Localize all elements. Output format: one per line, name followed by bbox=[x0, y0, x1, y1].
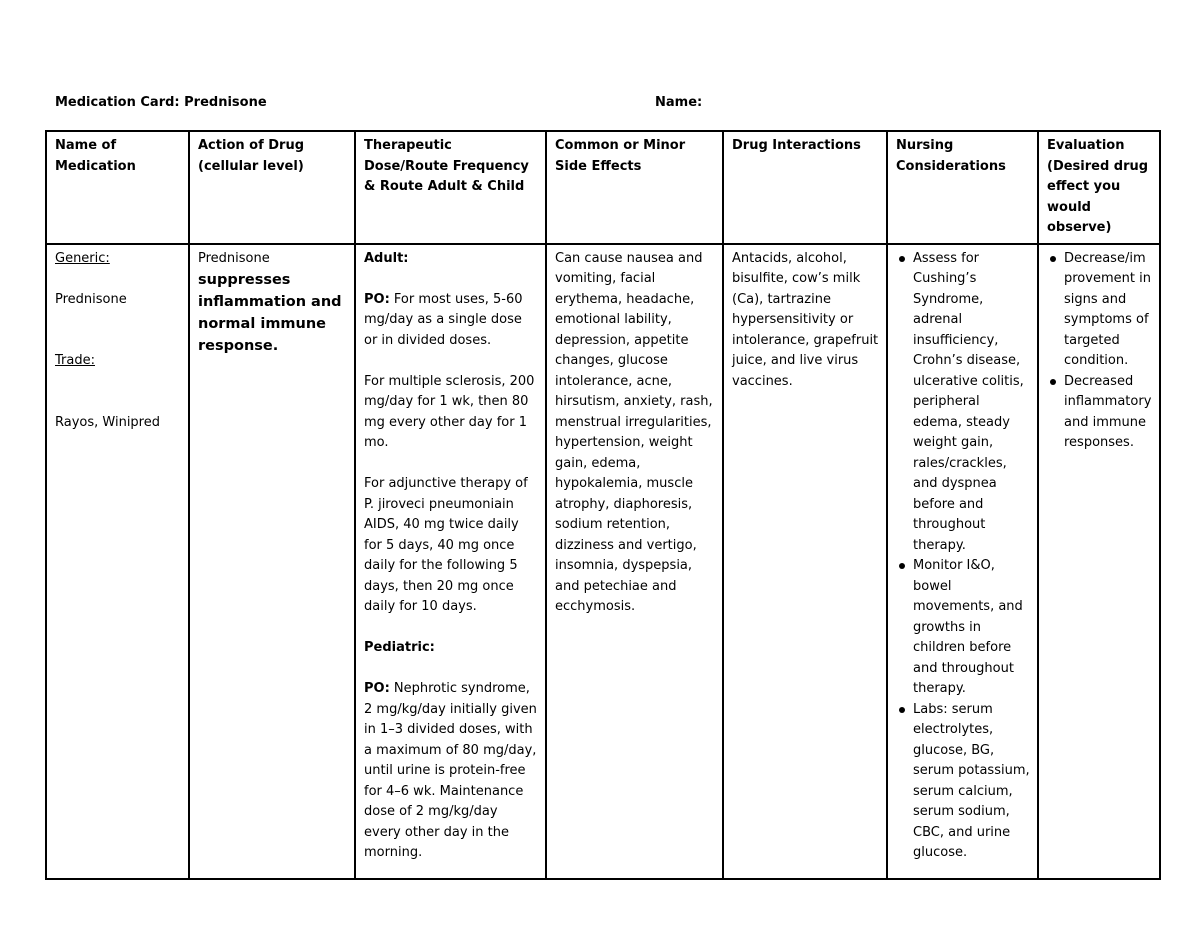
header-nursing-considerations: Nursing Considerations bbox=[887, 131, 1038, 244]
pediatric-po-dose: PO: Nephrotic syndrome, 2 mg/kg/day initially given in 1–3 divided doses, with a maximum of 80 mg/day, until urine is protein-free for 4–6 wk. Maintenance dose of 2 mg/kg/day every other day in the morning. bbox=[364, 681, 537, 860]
po-label: PO: bbox=[364, 291, 390, 307]
evaluation-cell bbox=[1038, 244, 1160, 879]
action-text: suppresses inflammation and normal immune response. bbox=[198, 272, 342, 354]
generic-value: Prednisone bbox=[55, 291, 127, 307]
page-title: Medication Card: Prednisone bbox=[55, 95, 267, 110]
table-row bbox=[46, 244, 1160, 879]
list-item: Decrease/improvement in signs and symptoms of targeted condition. bbox=[1064, 249, 1152, 372]
evaluation-list bbox=[1047, 249, 1152, 454]
ped-po-label: PO: bbox=[364, 681, 390, 696]
list-item: Decreased inflammatory and immune responses. bbox=[1064, 372, 1152, 454]
header-evaluation: Evaluation (Desired drug effect you would observe) bbox=[1038, 131, 1160, 244]
generic-label: Generic: bbox=[55, 250, 110, 266]
pediatric-label: Pediatric: bbox=[364, 640, 435, 655]
list-item: Monitor I&O, bowel movements, and growths in children before and throughout therapy. bbox=[913, 556, 1030, 700]
list-item: Assess for Cushing’s Syndrome, adrenal insufficiency, Crohn’s disease, ulcerative colitis, peripheral edema, steady weight gain, rales/crackles, and dyspnea before and throughout therapy. bbox=[913, 249, 1030, 557]
action-cell bbox=[189, 244, 355, 879]
action-lead: Prednisone bbox=[198, 250, 270, 266]
side-effects-cell: Can cause nausea and vomiting, facial erythema, headache, emotional lability, depression, appetite changes, glucose intolerance, acne, hirsutism, anxiety, rash, menstrual irregularities, hypertension, weight gain, edema, hypokalemia, muscle atrophy, diaphoresis, sodium retention, dizziness and vertigo, insomnia, dyspepsia, and petechiae and ecchymosis. bbox=[546, 244, 723, 879]
nursing-list bbox=[896, 249, 1030, 864]
list-item: Labs: serum electrolytes, glucose, BG, serum potassium, serum calcium, serum sodium, CBC, and urine glucose. bbox=[913, 700, 1030, 864]
medication-table bbox=[45, 130, 1161, 880]
trade-value: Rayos, Winipred bbox=[55, 414, 160, 430]
adult-label: Adult: bbox=[364, 250, 409, 266]
dose-cell bbox=[355, 244, 546, 879]
nursing-cell bbox=[887, 244, 1038, 879]
interactions-cell: Antacids, alcohol, bisulfite, cow’s milk (Ca), tartrazine hypersensitivity or intolerance, grapefruit juice, and live virus vaccines. bbox=[723, 244, 887, 879]
header-drug-interactions: Drug Interactions bbox=[723, 131, 887, 244]
medication-cell bbox=[46, 244, 189, 879]
table-header-row bbox=[46, 131, 1160, 244]
header-name-of-medication: Name of Medication bbox=[46, 131, 189, 244]
adult-po-dose: PO: For most uses, 5-60 mg/day as a single dose or in divided doses. bbox=[364, 291, 523, 348]
adjunct-dose: For adjunctive therapy of P. jiroveci pneumoniain AIDS, 40 mg twice daily for 5 days, 40 mg once daily for the following 5 days, then 20 mg once daily for 10 days. bbox=[364, 476, 528, 614]
header-therapeutic-dose: Therapeutic Dose/Route Frequency & Route Adult & Child bbox=[355, 131, 546, 244]
name-label: Name: bbox=[655, 95, 703, 110]
header-side-effects: Common or Minor Side Effects bbox=[546, 131, 723, 244]
header-action-of-drug: Action of Drug (cellular level) bbox=[189, 131, 355, 244]
ms-dose: For multiple sclerosis, 200 mg/day for 1 wk, then 80 mg every other day for 1 mo. bbox=[364, 373, 535, 450]
trade-label: Trade: bbox=[55, 353, 95, 368]
